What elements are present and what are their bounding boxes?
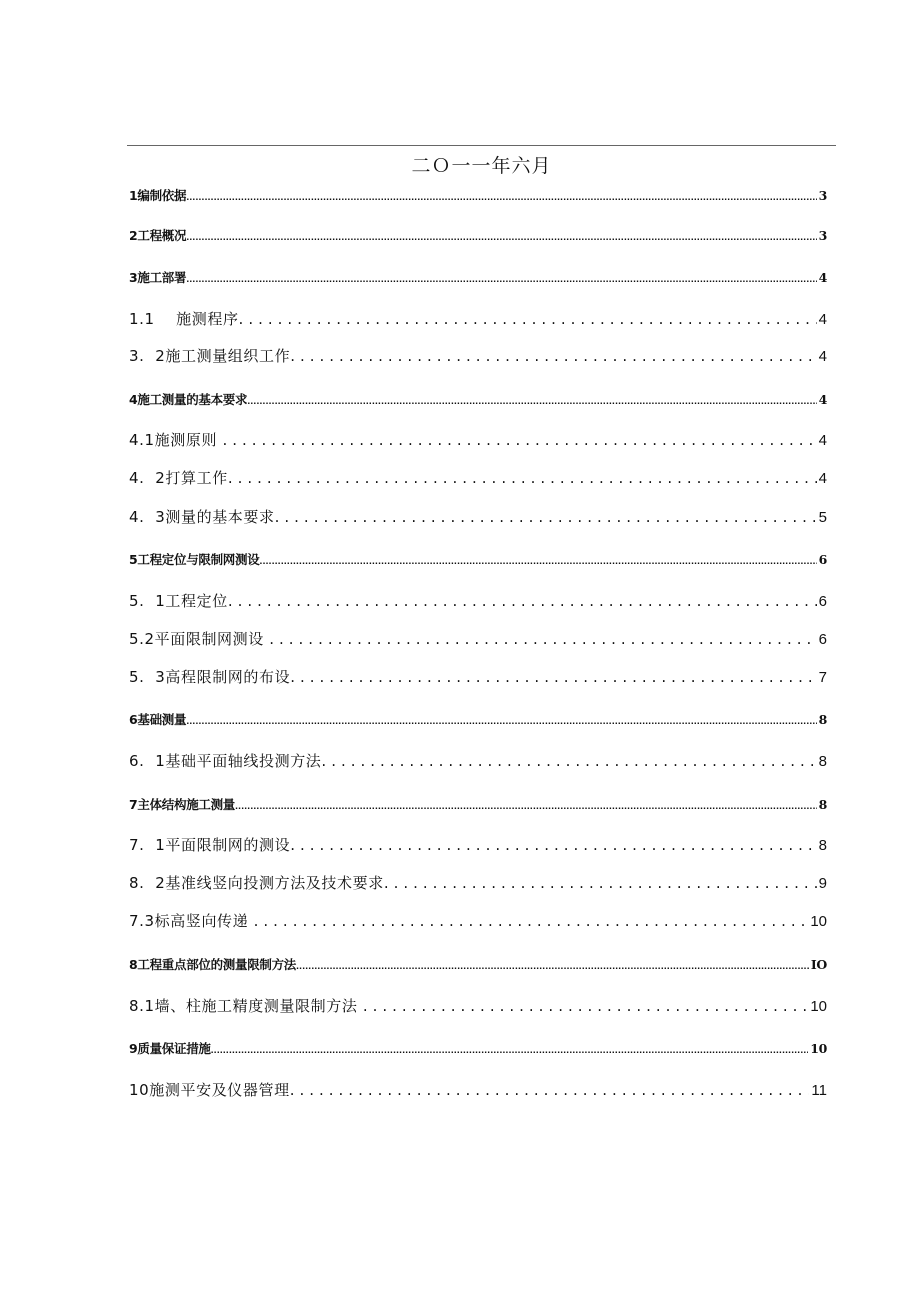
toc-page-number: 3 <box>818 188 827 203</box>
toc-entry-title: 施测程序 <box>176 310 239 328</box>
toc-dot-leader <box>228 591 817 611</box>
toc-entry-title: 工程概况 <box>137 228 187 243</box>
toc-dot-leader <box>290 1080 810 1100</box>
toc-page-number: 10 <box>810 913 827 930</box>
toc-page-number: 9 <box>818 875 827 892</box>
toc-dot-leader <box>186 230 816 244</box>
toc-dot-leader <box>186 714 816 728</box>
toc-entry-number: 6. <box>129 752 145 770</box>
toc-dot-leader <box>247 394 816 408</box>
toc-dot-leader <box>259 554 816 568</box>
toc-entry[interactable] <box>129 228 827 244</box>
toc-page-number: 5 <box>818 509 827 526</box>
toc-entry-title: 2施工测量组织工作 <box>155 347 291 365</box>
toc-dot-leader <box>290 346 816 366</box>
toc-entry-title: 基础测量 <box>137 712 187 727</box>
document-date-title: 二Ｏ一一年六月 <box>411 155 552 177</box>
toc-entry[interactable] <box>129 667 827 687</box>
toc-entry-title: 2打算工作 <box>155 469 228 487</box>
toc-entry-number: 7. <box>129 836 145 854</box>
toc-entry-title: 3测量的基本要求 <box>155 508 275 526</box>
toc-entry[interactable] <box>129 629 827 649</box>
toc-entry-title: 2基准线竖向投测方法及技术要求 <box>155 874 384 892</box>
toc-entry[interactable] <box>129 309 827 329</box>
toc-page-number: 4 <box>818 270 827 285</box>
toc-page-number: 4 <box>818 348 827 365</box>
toc-entry-number: 6 <box>129 712 138 727</box>
toc-dot-leader <box>384 873 817 893</box>
toc-entry[interactable] <box>129 430 827 450</box>
toc-entry[interactable] <box>129 873 827 893</box>
toc-dot-leader <box>290 835 816 855</box>
toc-entry[interactable] <box>129 712 827 728</box>
toc-entry[interactable] <box>129 1041 827 1057</box>
toc-page-number: 4 <box>818 392 827 407</box>
toc-entry-title: 标高竖向传递 <box>154 912 254 930</box>
toc-entry-title: 1工程定位 <box>155 592 228 610</box>
toc-entry-number: 8 <box>129 957 138 972</box>
toc-dot-leader <box>296 959 809 973</box>
toc-page-number: 8 <box>818 797 827 812</box>
toc-entry[interactable] <box>129 468 827 488</box>
toc-entry-title: 3高程限制网的布设 <box>155 668 291 686</box>
toc-entry[interactable] <box>129 552 827 568</box>
toc-dot-leader <box>211 1043 809 1057</box>
toc-entry-title: 工程重点部位的测量限制方法 <box>137 957 297 972</box>
toc-page-number: 6 <box>818 593 827 610</box>
toc-entry-number: 4 <box>129 392 138 407</box>
toc-page-number: 10 <box>810 1041 827 1056</box>
toc-page-number: 11 <box>811 1082 827 1099</box>
toc-entry-number: 2 <box>129 228 138 243</box>
toc-dot-leader <box>269 629 816 649</box>
toc-page-number: 3 <box>818 228 827 243</box>
toc-page-number: 8 <box>818 837 827 854</box>
toc-dot-leader <box>321 751 816 771</box>
toc-entry[interactable] <box>129 911 827 931</box>
toc-entry-number: 8. <box>129 874 145 892</box>
toc-page-number: 8 <box>818 712 827 727</box>
toc-dot-leader <box>222 430 816 450</box>
toc-entry-number: 7.3 <box>129 912 155 930</box>
toc-dot-leader <box>239 309 817 329</box>
toc-entry[interactable] <box>129 392 827 408</box>
toc-entry[interactable] <box>129 797 827 813</box>
toc-page-number: 6 <box>818 631 827 648</box>
toc-dot-leader <box>363 996 808 1016</box>
toc-dot-leader <box>275 507 817 527</box>
toc-entry-title: 施测原则 <box>154 431 223 449</box>
toc-entry-number: 3. <box>129 347 145 365</box>
toc-entry-title: 工程定位与限制网测设 <box>137 552 260 567</box>
toc-page-number: 7 <box>818 669 827 686</box>
toc-page-number: 10 <box>810 998 827 1015</box>
toc-page-number: 6 <box>818 552 827 567</box>
toc-page-number: 4 <box>818 311 827 328</box>
toc-page-number: 8 <box>818 753 827 770</box>
toc-entry-number: 4.1 <box>129 431 155 449</box>
toc-entry[interactable] <box>129 188 827 204</box>
toc-entry[interactable] <box>129 346 827 366</box>
toc-entry-title: 墙、柱施工精度测量限制方法 <box>154 997 363 1015</box>
toc-entry[interactable] <box>129 751 827 771</box>
toc-entry-number: 5. <box>129 668 145 686</box>
toc-dot-leader <box>254 911 809 931</box>
toc-page-number: IO <box>810 957 827 972</box>
toc-entry-title: 质量保证措施 <box>137 1041 211 1056</box>
toc-dot-leader <box>235 799 817 813</box>
toc-entry-number: 7 <box>129 797 138 812</box>
toc-entry-number: 10 <box>129 1081 150 1099</box>
toc-entry-title: 主体结构施工测量 <box>137 797 236 812</box>
toc-dot-leader <box>228 468 817 488</box>
toc-entry-title: 1基础平面轴线投测方法 <box>155 752 322 770</box>
toc-entry[interactable] <box>129 835 827 855</box>
toc-page-number: 4 <box>818 470 827 487</box>
toc-entry-title: 编制依据 <box>137 188 187 203</box>
toc-entry-number: 4. <box>129 469 145 487</box>
toc-entry[interactable] <box>129 591 827 611</box>
toc-entry[interactable] <box>129 270 827 286</box>
toc-entry-title: 施测平安及仪器管理 <box>149 1081 290 1099</box>
toc-entry[interactable] <box>129 996 827 1016</box>
toc-entry-number: 3 <box>129 270 138 285</box>
toc-entry-number: 5 <box>129 552 138 567</box>
toc-dot-leader <box>186 190 816 204</box>
toc-entry-title: 施工部署 <box>137 270 187 285</box>
toc-dot-leader <box>186 272 816 286</box>
toc-entry-number: 9 <box>129 1041 138 1056</box>
toc-entry-title: 1平面限制网的测设 <box>155 836 291 854</box>
toc-dot-leader <box>290 667 816 687</box>
toc-entry-number: 5. <box>129 592 145 610</box>
toc-entry-number: 4. <box>129 508 145 526</box>
toc-entry[interactable] <box>129 957 827 973</box>
toc-entry-number: 5.2 <box>129 630 155 648</box>
toc-entry-title: 施工测量的基本要求 <box>137 392 248 407</box>
toc-entry-number: 1 <box>129 188 138 203</box>
toc-entry-title: 平面限制网测设 <box>154 630 270 648</box>
toc-page-number: 4 <box>818 432 827 449</box>
toc-entry[interactable] <box>129 507 827 527</box>
toc-entry[interactable] <box>129 1080 827 1100</box>
toc-entry-number: 1.1 <box>129 310 155 328</box>
toc-entry-number: 8.1 <box>129 997 155 1015</box>
